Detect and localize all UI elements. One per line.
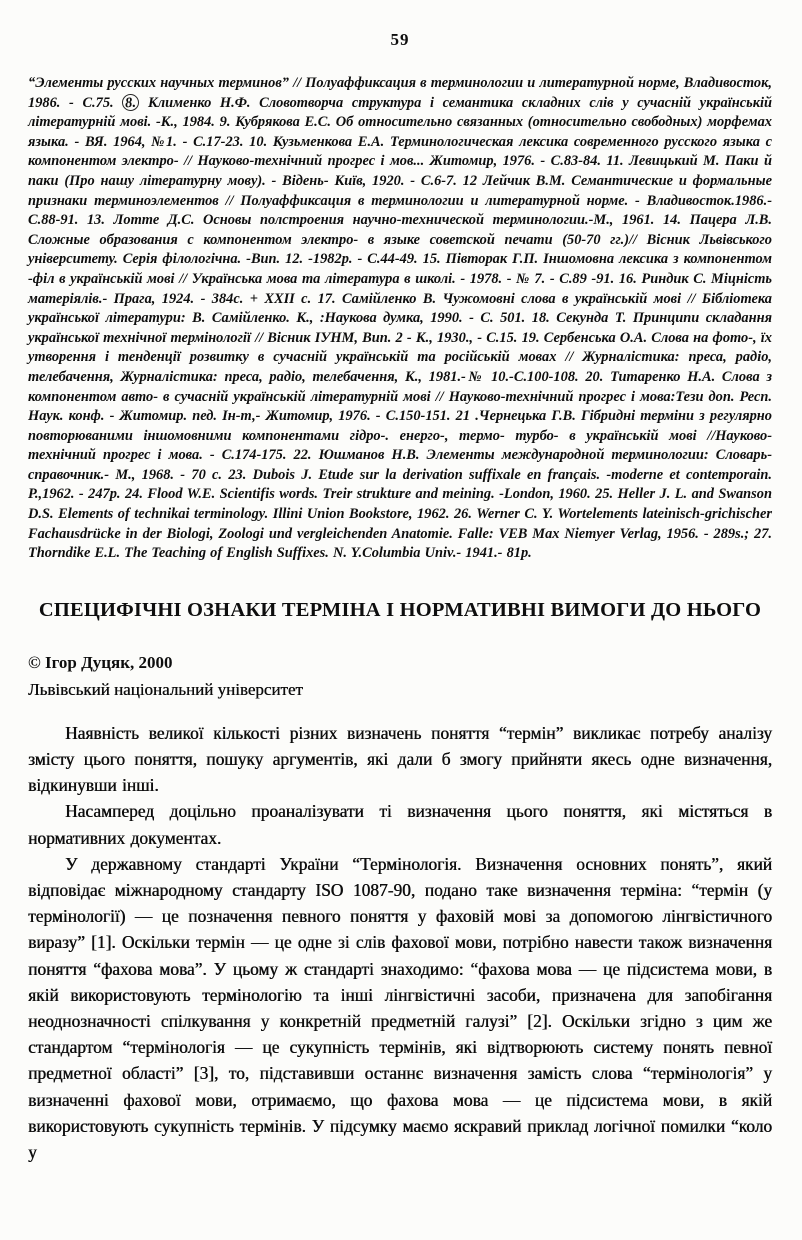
page-number: 59	[390, 30, 410, 49]
body-paragraph-2: Насамперед доцільно проаналізувати ті визначення цього поняття, які містяться в нормативних документах.	[28, 801, 772, 848]
references-block	[28, 74, 772, 564]
references-text-after: Клименко Н.Ф. Словотворча структура і семантика складних слів у сучасній українській літературній мові. -К., 1984. 9. Кубрякова Е.С. Об относительно связанных (относительно свободных) морфемах языка. - ВЯ. 1964, №1. - С.17-23. 10. Кузьменкова Е.А. Терминологическая лексика современного русского языка с компонентом электро- // Науково-технічний прогрес і мов... Житомир, 1976. - С.83-84. 11. Левицький М. Паки й паки (Про нашу літературну мову). - Відень- Київ, 1920. - С.6-7. 12 Лейчик В.М. Семантические и формальные признаки терминоэлементов // Полуаффиксация в терминологии и литературной норме. - Владивосток.1986.- С.88-91. 13. Лотте Д.С. Основы полстроения научно-технической терминологии.-М., 1961. 14. Пацера Л.В. Сложные образования с компонентом электро- в языке советской печати (50-70 гг.)// Вісник Львівського університету. Серія філологічна. -Вип. 12. -1982р. - С.44-49. 15. Півторак Г.П. Іншомовна лексика з компонентом -філ в українській мові // Українська мова та література в школі. - 1978. - № 7. - С.89 -91. 16. Риндик С. Міцність матеріялів.- Прага, 1924. - 384с. + ХХІІ с. 17. Самійленко В. Чужомовні слова в українській мові // Бібліотека української літератури: В. Самійленко. К., :Наукова думка, 1990. - С. 501. 18. Секунда Т. Принципи складання української технічної термінології // Вісник ІУНМ, Вип. 2 - К., 1930., - С.15. 19. Сербенська О.А. Слова на фото-, їх утворення і тенденції розвитку в сучасній українській та російській мовах // Журналістика: преса, радіо, телебачення, Журналістика: преса, радіо, телебачення, К., 1981.-№ 10.-С.100-108. 20. Титаренко Н.А. Слова з компонентом авто- в сучасній українській літературній мові // Науково-технічний прогрес і мова:Тези доп. Респ. Наук. конф. - Житомир. пед. Ін-т,- Житомир, 1976. - С.150-151. 21 .Чернецька Г.В. Гібридні терміни з регулярно повторюваними іншомовними компонентами гідро-. енерго-, термо- турбо- в українській мові //Науково-технічний прогрес і мова. - С.174-175. 22. Юшманов Н.В. Элементы международной терминологии: Словарь-справочник.- М., 1968. - 70 с. 23. Dubois J. Etude sur la derivation suffixale en français. -moderne et contemporain. P.,1962. - 247p. 24. Flood W.E. Scientifis words. Treir strukture and meining. -London, 1960. 25. Heller J. L. and Swanson D.S. Elements of technikai terminology. Illini Union Bookstore, 1962. 26. Werner C. Y. Wortelements lateinisch-grichischer Fachausdrücke in der Biologi, Zoologi und vergleichenden Anatomie. Falle: VEB Max Niemyer Verlag, 1956. - 289s.; 27. Thorndike E.L. The Teaching of English Suffixes. N. Y.Columbia Univ.- 1941.- 81p.	[28, 94, 772, 562]
affiliation-line: Львівський національний університет	[28, 679, 303, 699]
article-body	[28, 720, 772, 1165]
body-paragraph-3: У державному стандарті України “Термінологія. Визначення основних понять”, який відповідає міжнародному стандарту ISO 1087-90, подано таке визначення терміна: “термін (у термінології) — це позначення певного поняття у фаховій мові за допомогою лінгвістичного виразу” [1]. Оскільки термін — це одне зі слів фахової мови, потрібно навести також визначення поняття “фахова мова”. У цьому ж стандарті знаходимо: “фахова мова — це підсистема мови, в якій використовують термінологію та інші лінгвістичні засоби, призначена для запобігання неоднозначності спілкування у конкретній предметній галузі” [2]. Оскільки згідно з цим же стандартом “термінологія — це сукупність термінів, які відтворюють систему понять певної предметної області” [3], то, підставивши останнє визначення замість слова “термінологія” у визначенні фахової мови, отримаємо, що фахова мова — це підсистема мови, в якій використовують сукупність термінів. У підсумку маємо яскравий приклад логічної помилки “коло у	[28, 853, 772, 1163]
body-paragraph-1: Наявність великої кількості різних визначень поняття “термін” викликає потребу аналізу змісту цього поняття, пошуку аргументів, які дали б змогу прийняти якесь одне визначення, відкинувши інші.	[28, 722, 772, 796]
circled-annotation: 8.	[122, 93, 140, 111]
copyright-line: © Ігор Дуцяк, 2000	[28, 652, 173, 672]
references-text-before: “Элементы русских научных терминов” // Полуаффиксация в терминологии и литературной норме, Владивосток, 1986. - С.75.	[28, 75, 772, 111]
article-title: СПЕЦИФІЧНІ ОЗНАКИ ТЕРМІНА І НОРМАТИВНІ ВИМОГИ ДО НЬОГО	[38, 598, 762, 621]
